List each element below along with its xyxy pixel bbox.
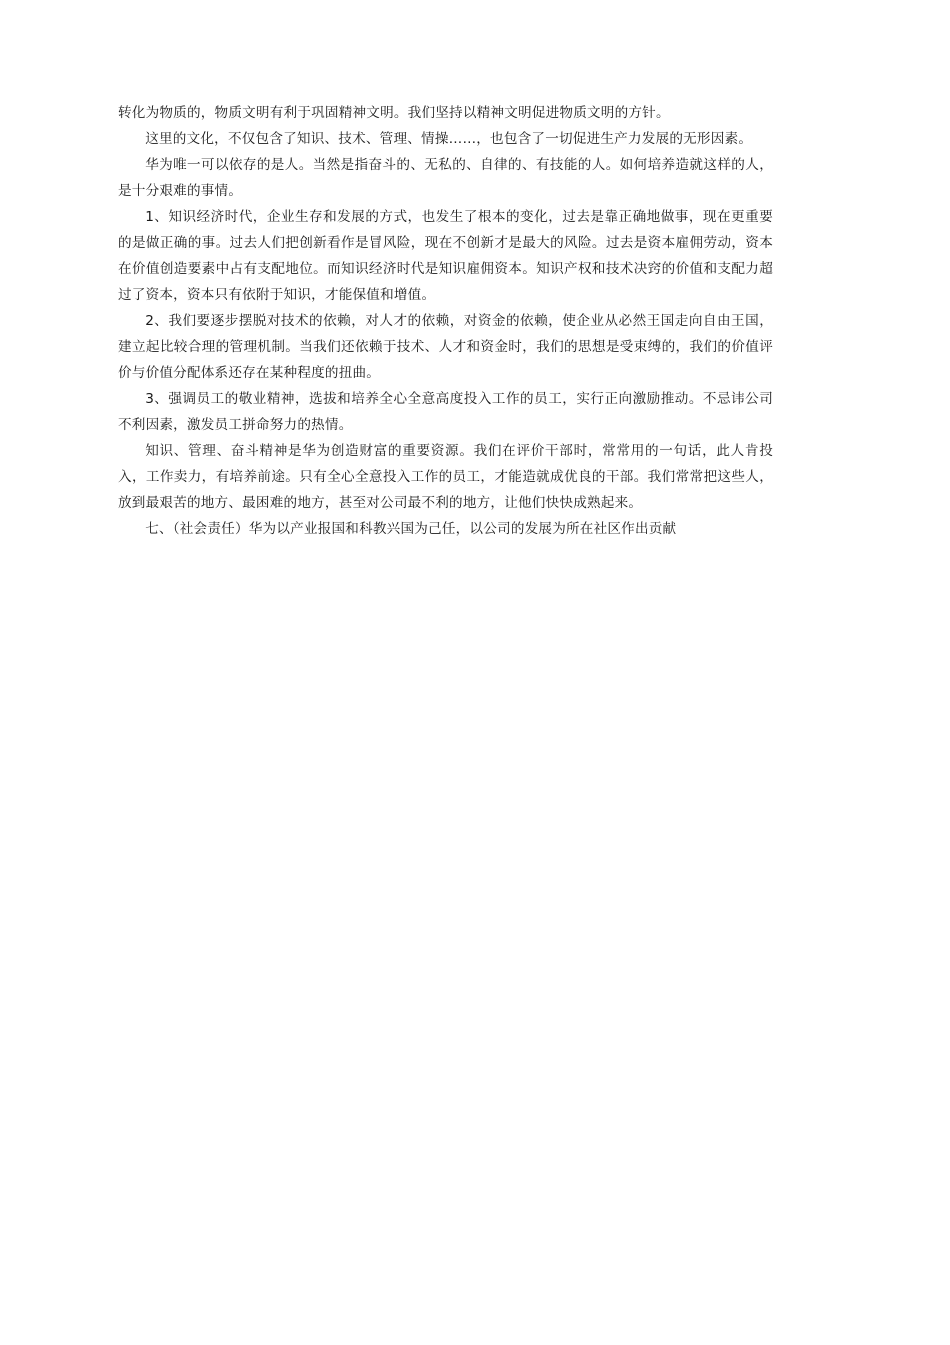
paragraph-point-1: 1、知识经济时代，企业生存和发展的方式，也发生了根本的变化，过去是靠正确地做事，现在更重要的是做正确的事。过去人们把创新看作是冒风险，现在不创新才是最大的风险。过去是资本雇佣劳动，资本在价值创造要素中占有支配地位。而知识经济时代是知识雇佣资本。知识产权和技术决窍的价值和支配力超过了资本，资本只有依附于知识，才能保值和增值。	[118, 209, 773, 303]
paragraph-continuation: 转化为物质的，物质文明有利于巩固精神文明。我们坚持以精神文明促进物质文明的方针。	[118, 105, 670, 121]
paragraph-resources: 知识、管理、奋斗精神是华为创造财富的重要资源。我们在评价干部时，常常用的一句话，此人肯投入，工作卖力，有培养前途。只有全心全意投入工作的员工，才能造就成优良的干部。我们常常把这些人，放到最艰苦的地方、最困难的地方，甚至对公司最不利的地方，让他们快快成熟起来。	[118, 443, 773, 511]
paragraph-people: 华为唯一可以依存的是人。当然是指奋斗的、无私的、自律的、有技能的人。如何培养造就这样的人，是十分艰难的事情。	[118, 157, 773, 199]
document-body	[118, 100, 773, 542]
paragraph-point-3: 3、强调员工的敬业精神，选拔和培养全心全意高度投入工作的员工，实行正向激励推动。不忌讳公司不利因素，激发员工拼命努力的热情。	[118, 391, 773, 433]
paragraph-point-2: 2、我们要逐步摆脱对技术的依赖，对人才的依赖，对资金的依赖，使企业从必然王国走向自由王国，建立起比较合理的管理机制。当我们还依赖于技术、人才和资金时，我们的思想是受束缚的，我们的价值评价与价值分配体系还存在某种程度的扭曲。	[118, 313, 773, 381]
paragraph-culture: 这里的文化，不仅包含了知识、技术、管理、情操……，也包含了一切促进生产力发展的无形因素。	[145, 131, 753, 147]
paragraph-social-responsibility: 七、（社会责任）华为以产业报国和科教兴国为己任，以公司的发展为所在社区作出贡献	[145, 521, 677, 537]
